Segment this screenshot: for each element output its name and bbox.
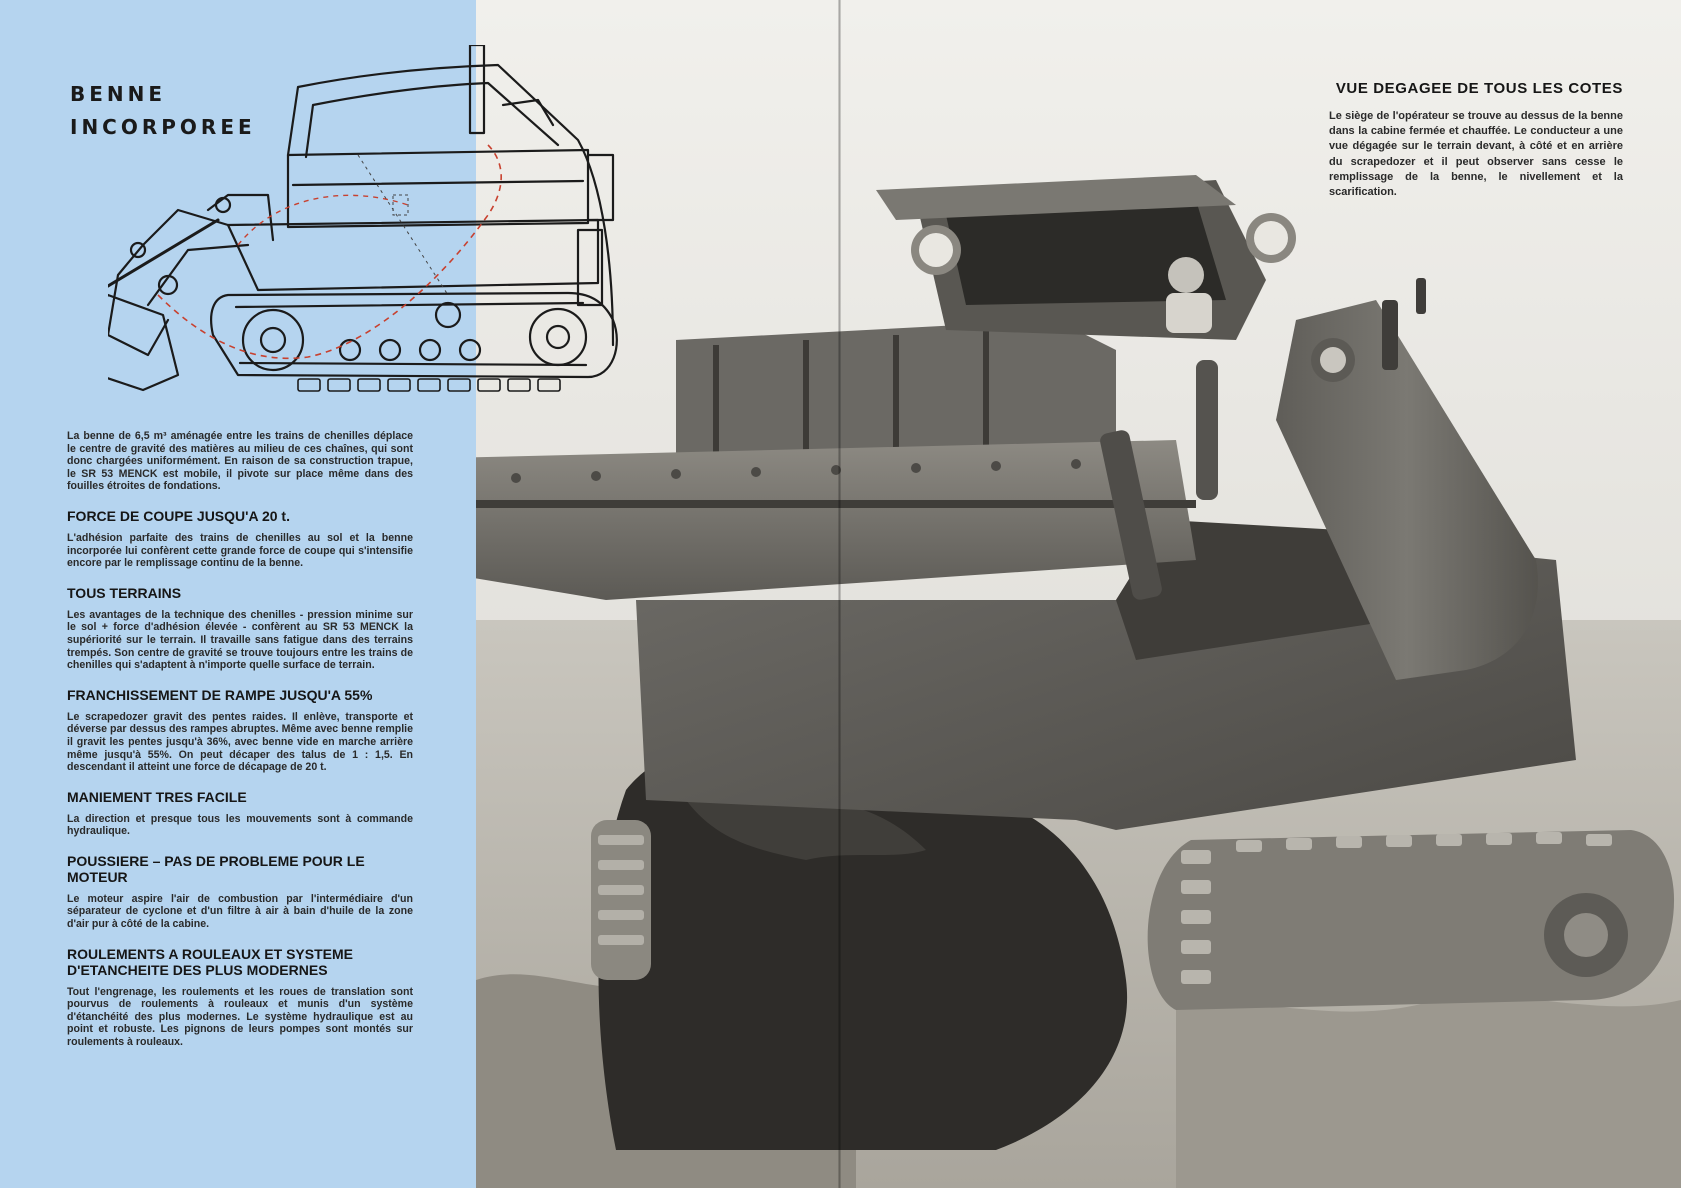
machine-line-diagram	[108, 45, 718, 417]
section-text: L'adhésion parfaite des trains de chenilles au sol et la benne incorporée lui confèrent cette grande force de coupe qui s'intensifie encore par le remplissage continu de la benne.	[67, 531, 413, 570]
right-paragraph: Le siège de l'opérateur se trouve au dessus de la benne dans la cabine fermée et chauffée. Le conducteur a une vue dégagée sur le terrain devant, à côté et en arrière du scrapedozer et il peut observer sans cesse le remplissage de la benne, le nivellement et la scarification.	[1329, 110, 1623, 199]
section-roulements	[67, 946, 413, 1049]
section-heading: TOUS TERRAINS	[67, 584, 182, 601]
right-text-block	[1329, 80, 1623, 200]
section-heading: POUSSIERE – PAS DE PROBLEME POUR LE MOTEUR	[67, 852, 365, 885]
section-heading: FRANCHISSEMENT DE RAMPE JUSQU'A 55%	[67, 686, 373, 703]
section-text: Le scrapedozer gravit des pentes raides. Il enlève, transporte et déverse par dessus des rampes abruptes. Même avec benne remplie il gravit les pentes jusqu'à 36%, avec benne vide en marche arrière même jusqu'à 55%. On peut décaper des talus de 1 : 1,5. En descendant il atteint une force de décapage de 20 t.	[67, 710, 413, 774]
section-tous-terrains	[67, 585, 413, 672]
section-heading: MANIEMENT TRES FACILE	[67, 788, 247, 805]
section-text: Le moteur aspire l'air de combustion par l'intermédiaire d'un séparateur de cyclone et d'un filtre à air à bain d'huile de la zone d'air pur à côté de la cabine.	[67, 892, 413, 931]
left-text-column	[67, 430, 413, 1049]
section-franchissement	[67, 687, 413, 774]
section-maniement	[67, 789, 413, 838]
section-force-de-coupe	[67, 508, 413, 570]
title-line-2: INCORPOREE	[70, 115, 256, 139]
page-fold	[838, 0, 841, 1188]
section-text: La direction et presque tous les mouvements sont à commande hydraulique.	[67, 812, 413, 838]
title-line-1: BENNE	[70, 82, 167, 106]
section-heading: FORCE DE COUPE JUSQU'A 20 t.	[67, 507, 290, 524]
section-text: Les avantages de la technique des chenilles - pression minime sur le sol + force d'adhésion élevée - confèrent au SR 53 MENCK la supériorité sur le terrain. Il travaille sans fatigue dans des terrains trempés. Son centre de gravité se trouve toujours entre les trains de chenilles qui s'adaptent à n'importe quelle surface de terrain.	[67, 608, 413, 672]
intro-paragraph: La benne de 6,5 m³ aménagée entre les trains de chenilles déplace le centre de gravité des matières au milieu de ces chaînes, qui sont donc chargées uniformément. En raison de sa construction trapue, le SR 53 MENCK est mobile, il pivote sur place même dans des fouilles étroites de fondations.	[67, 430, 413, 493]
right-heading: VUE DEGAGEE DE TOUS LES COTES	[1335, 80, 1623, 97]
section-text: Tout l'engrenage, les roulements et les roues de translation sont pourvus de roulements à rouleaux et munis d'un système d'étanchéité des plus modernes. Le système hydraulique est au point et robuste. Les pignons de leurs pompes sont montés sur roulements à rouleaux.	[67, 985, 413, 1049]
section-poussiere	[67, 853, 413, 931]
section-heading: ROULEMENTS A ROULEAUX ET SYSTEME D'ETANCHEITE DES PLUS MODERNES	[67, 945, 353, 978]
